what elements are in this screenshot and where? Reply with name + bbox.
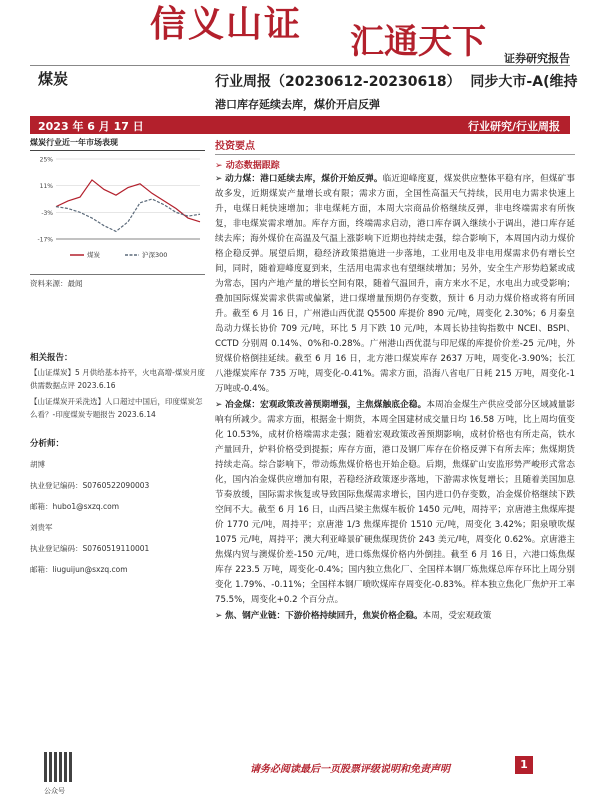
paragraph-thermal-coal: ➢ 动力煤：港口延续去库，煤价开始反弹。临近迎峰度夏，煤炭供应整体平稳有序，但煤矿事故多发，近期煤炭产量增长或有限；需求方面，全国性高温天气持续，民用电力需求快速上升，电煤日耗快速增加；非电煤耗方面，本周大宗商品价格继续反弹，非电终端需求有所恢复，非电煤炭需求增加。库存方面，终端需求启动，港口库存调入继续小于调出，港口库存延续去库；海外煤价在高温及气温上涨影响下近期也持续走强，综合影响下，本周国内动力煤价格企稳反弹。展望后期，稳经济政策措施进一步落地，工业用电及非电用煤需求仍有增长空间，同时，随着迎峰度夏到来，生活用电需求也有望继续增加；另外，安全生产形势趋紧或成为常态，国内产地产量的增长空间有限，随着气温回升，南方来水不足，水电出力或受影响；叠加国际煤炭需求供需或偏紧，进口煤增量预期仍存变数，预计 6 月动力煤价格或将有所回升。截至 6 月 16 日，广州港山西优混 Q5500 库提价 890 元/吨，周变化 2.30%；6 月秦皇岛动力煤长协价 709 元/吨，环比 5 月下跌 10 元/吨，本周长协挂钩指数中 NCEI、BSPI、CCTD 分别周 0.14%、0%和-0.28%。广州港山西优混与印尼煤的库提价价差-25 元/吨，外贸煤价格倒挂延续。截至 6 月 16 日，北方港口煤炭库存 2637 万吨，周变化-3.90%；长江八港煤炭库存 735 万吨，周变化-0.41%。需求方面，沿海八省电厂日耗 215 万吨，周变化-1 万吨或-0.4%。: [215, 174, 575, 394]
page-number: 1: [515, 756, 533, 774]
header-divider: [30, 65, 570, 66]
para-body: 本周冶金煤生产供应受部分区域减量影响有所减少。需求方面，根据金十期货，本周全国建材成交量日均 16.58 万吨，比上周均值变化 10.53%，成材价格端需求走强；随着宏观政策改善预期影响，成材价格也有所走高，铁水产量回升，炉料价格受到提振；库存方面，港口及钢厂库存在价格反弹下有所去库；焦煤期货持续走高。综合影响下，带动炼焦煤价格也开始企稳。后期，焦煤矿山安监形势严峻形式常态化，国内冶金煤供应增加有限，若稳经济政策逐步落地，下游需求恢复增长；且随着美国加息节奏放缓，国际需求恢复或导致国际焦煤需求增长，国内进口仍存变数，冶金煤价格继续下跌空间不大。截至 6 月 16 日，山西吕梁主焦煤车板价 1450 元/吨，周持平；京唐港主焦煤库提价 1770 元/吨，周持平；京唐港 1/3 焦煤库提价 1510 元/吨，周变化 3.42%；阳泉喷吹煤 1075 元/吨，周持平；澳大利亚峰景矿硬焦煤现货价 243 美元/吨，周变化 0.62%。京唐港主焦煤内贸与澳煤价差-150 元/吨，进口炼焦煤价格内外倒挂。截至 6 月 16 日，六港口炼焦煤库存 223.5 万吨，周变化-0.4%；国内独立焦化厂、全国样本钢厂炼焦煤总库存环比上周分别变化 1.79%、-0.11%；全国样本钢厂喷吹煤库存周变化-0.83%。样本独立焦化厂焦炉开工率 75.5%，周变化+0.2 个百分点。: [215, 400, 575, 605]
para-lead: 冶金煤：宏观政策改善预期增强，主焦煤触底企稳。: [225, 400, 427, 410]
para-lead: 焦、钢产业链：下游价格持续回升，焦炭价格企稳。: [224, 611, 423, 621]
analyst-name: 刘贵军: [30, 523, 53, 532]
report-type-label: 证券研究报告: [504, 52, 570, 65]
related-report-1[interactable]: 【山证煤炭】5 月供给基本持平，火电高增-煤炭月度供需数据点评 2023.6.16: [30, 368, 205, 390]
analyst-reg: 执业登记编码：S0760522090003: [30, 481, 150, 490]
analysts-title: 分析师：: [30, 439, 65, 449]
para-lead: 动力煤：港口延续去库，煤价开始反弹。: [225, 174, 383, 184]
para-body: 临近迎峰度夏，煤炭供应整体平稳有序，但煤矿事故多发，近期煤炭产量增长或有限；需求方面，全国性高温天气持续，民用电力需求快速上升，电煤日耗快速增加；非电煤耗方面，本周大宗商品价格继续反弹，非电终端需求有所恢复，非电煤炭需求增加。库存方面，终端需求启动，港口库存调入继续小于调出，港口库存延续去库；海外煤价在高温及气温上涨影响下近期也持续走强，综合影响下，本周国内动力煤价格企稳反弹。展望后期，稳经济政策措施进一步落地，工业用电及非电用煤需求仍有增长空间，同时，随着迎峰度夏到来，生活用电需求也有望继续增加；另外，安全生产形势趋紧或成为常态，国内产地产量的增长空间有限，随着气温回升，南方来水不足，水电出力或受影响；叠加国际煤炭需求供需或偏紧，进口煤增量预期仍存变数，预计 6 月动力煤价格或将有所回升。截至 6 月 16 日，广州港山西优混 Q5500 库提价 890 元/吨，周变化 2.30%；6 月秦皇岛动力煤长协价 709 元/吨，环比 5 月下跌 10 元/吨，本周长协挂钩指数中 NCEI、BSPI、CCTD 分别周 0.14%、0%和-0.28%。广州港山西优混与印尼煤的库提价价差-25 元/吨，外贸煤价格倒挂延续。截至 6 月 16 日，北方港口煤炭库存 2637 万吨，周变化-3.90%；长江八港煤炭库存 735 万吨，周变化-0.41%。需求方面，沿海八省电厂日耗 215 万吨，周变化-1 万吨或-0.4%。: [215, 174, 575, 394]
legend-label: 煤炭: [87, 251, 100, 259]
brand-logo-left: 信义山证: [150, 3, 303, 45]
date-category-bar: [30, 116, 570, 134]
analyst-name: 胡博: [30, 460, 45, 469]
chart-title: 煤炭行业近一年市场表现: [30, 137, 205, 151]
rating-text: 同步大市-A(维持: [470, 74, 578, 90]
legend-label: 沪深300: [142, 251, 168, 259]
chart-source: 资料来源：最闻: [30, 274, 205, 289]
section-title: 投资要点: [215, 137, 575, 155]
series-line-coal: [56, 180, 200, 222]
report-title: [215, 71, 577, 91]
sidebar: [30, 137, 205, 575]
series-line-hs300: [56, 199, 200, 231]
report-subtitle: 港口库存延续去库，煤价开启反弹: [215, 98, 380, 111]
subsection-text: 动态数据跟踪: [225, 161, 280, 171]
y-tick-label: 25%: [39, 156, 53, 164]
report-title-text: 行业周报（20230612-20230618）: [215, 74, 461, 90]
performance-chart: [30, 151, 205, 266]
analyst-email[interactable]: 邮箱：hubo1@sxzq.com: [30, 502, 120, 511]
sector-name: 煤炭: [38, 70, 69, 88]
related-report-2[interactable]: 【山证煤炭开采洗选】人口超过中国后，印度煤炭怎么看？-印度煤炭专题报告 2023.6.14: [30, 397, 203, 419]
y-tick-label: -17%: [37, 236, 53, 244]
related-reports-title: 相关报告：: [30, 353, 73, 363]
brand-logo-right: 汇通天下: [350, 22, 486, 62]
qr-label: 公众号: [44, 787, 65, 795]
analyst-email[interactable]: 邮箱：liuguijun@sxzq.com: [30, 565, 128, 574]
para-body: 本周，受宏观政策: [422, 611, 492, 621]
report-date: 2023 年 6 月 17 日: [38, 120, 144, 133]
analyst-reg: 执业登记编码：S0760519110001: [30, 544, 150, 553]
paragraph-met-coal: ➢ 冶金煤：宏观政策改善预期增强，主焦煤触底企稳。本周冶金煤生产供应受部分区域减量影响有所减少。需求方面，根据金十期货，本周全国建材成交量日均 16.58 万吨，比上周均值变化 10.53%，成材价格端需求走强；随着宏观政策改善预期影响，成材价格也有所走高，铁水产量回升，炉料价格受到提振；库存方面，港口及钢厂库存在价格反弹下有所去库；焦煤期货持续走高。综合影响下，带动炼焦煤价格也开始企稳。后期，焦煤矿山安监形势严峻形式常态化，国内冶金煤供应增加有限，若稳经济政策逐步落地，下游需求恢复增长；且随着美国加息节奏放缓，国际需求恢复或导致国际焦煤需求增长，国内进口仍存变数，冶金煤价格继续下跌空间不大。截至 6 月 16 日，山西吕梁主焦煤车板价 1450 元/吨，周持平；京唐港主焦煤库提价 1770 元/吨，周持平；京唐港 1/3 焦煤库提价 1510 元/吨，周变化 3.42%；阳泉喷吹煤 1075 元/吨，周持平；澳大利亚峰景矿硬焦煤现货价 243 美元/吨，周变化 0.62%。京唐港主焦煤内贸与澳煤价差-150 元/吨，进口炼焦煤价格内外倒挂。截至 6 月 16 日，六港口炼焦煤库存 223.5 万吨，周变化-0.4%；国内独立焦化厂、全国样本钢厂炼焦煤总库存环比上周分别变化 1.79%、-0.11%；全国样本钢厂喷吹煤库存周变化-0.83%。样本独立焦化厂焦炉开工率 75.5%，周变化+0.2 个百分点。: [215, 400, 575, 605]
report-category: 行业研究/行业周报: [467, 120, 560, 133]
y-tick-label: -3%: [41, 209, 53, 217]
main-content: [215, 137, 575, 624]
paragraph-coke-steel: ➢ 焦、钢产业链：下游价格持续回升，焦炭价格企稳。本周，受宏观政策: [215, 611, 492, 621]
disclaimer-text: 请务必阅读最后一页股票评级说明和免责声明: [250, 764, 450, 775]
qr-code-image: [44, 752, 74, 782]
y-tick-label: 11%: [39, 183, 53, 191]
subsection-title: ➢ 动态数据跟踪: [215, 161, 280, 171]
